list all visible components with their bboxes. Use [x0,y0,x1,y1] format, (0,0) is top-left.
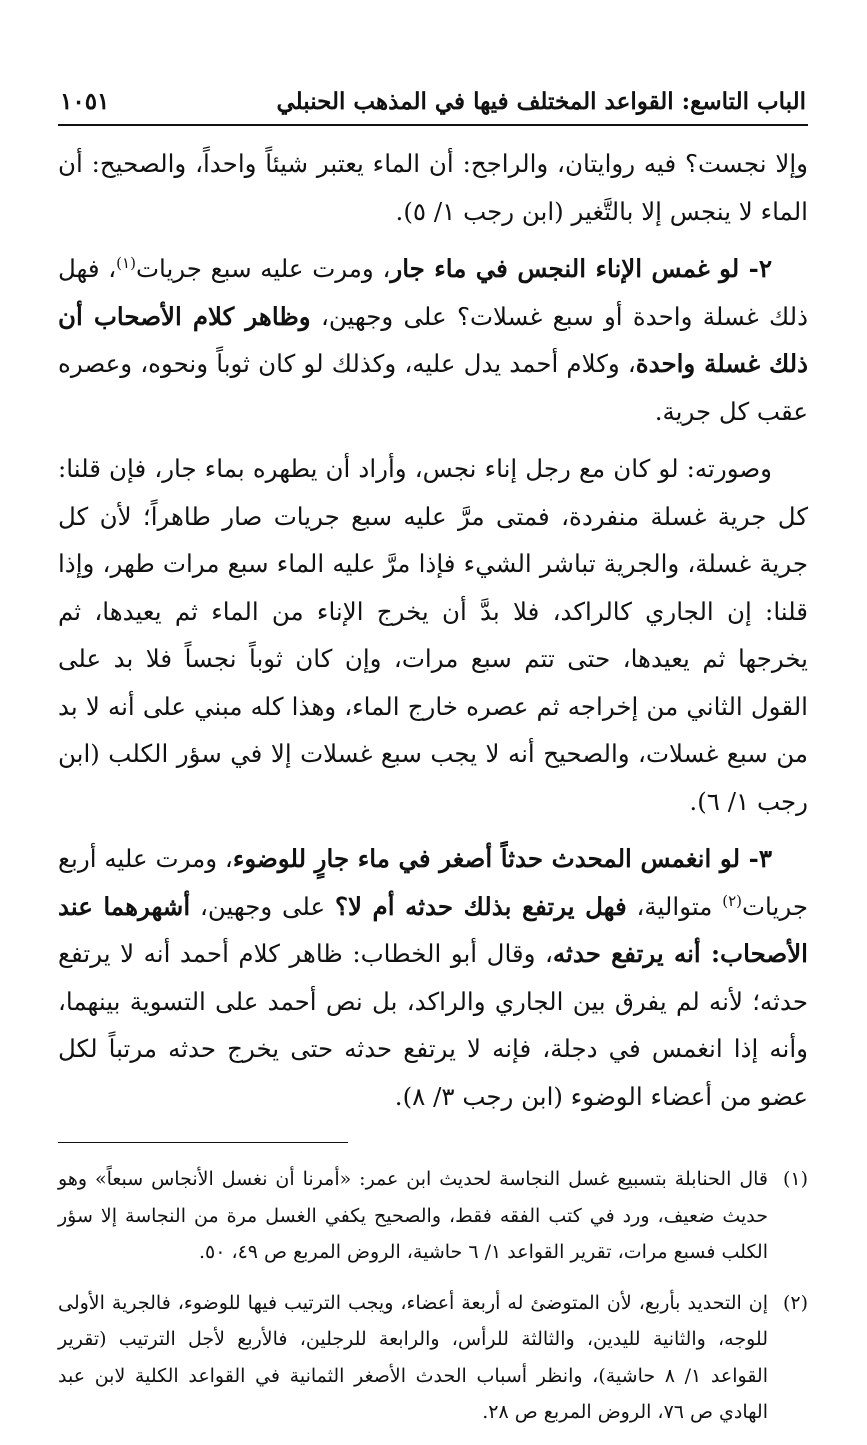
rule-3-text-4: ، وقال أبو الخطاب: ظاهر كلام أحمد أنه لا يرتفع حدثه؛ لأنه لم يفرق بين الجاري والراكد، بل نص أحمد على التسوية بينهما، وأنه إذا انغمس في دجلة، فإنه لا يرتفع حدثه حتى يخرج حدثه مرتباً لكل عضو من أعضاء الوضوء (ابن رجب ٣/ ٨). [58,939,808,1111]
footnote-2-mark: (٢) [782,1291,808,1314]
footnote-2 [58,1285,808,1431]
book-page [58,86,808,1445]
paragraph-rule-2 [58,245,808,435]
footnote-separator [58,1142,348,1143]
footnotes [58,1161,808,1431]
rule-3-preferred: أشهرهما عند الأصحاب: أنه يرتفع حدثه [58,891,808,969]
page-number: ١٠٥١ [60,88,110,115]
footnote-1-text: قال الحنابلة بتسبيع غسل النجاسة لحديث ابن عمر: «أمرنا أن نغسل الأنجاس سبعاً» وهو حديث ضعيف، ورد في كتب الفقه فقط، والصحيح يكفي الغسل مرة من النجاسة إلا سؤر الكلب فسبع مرات، تقرير القواعد ١/ ٦ حاشية، الروض المربع ص ٤٩، ٥٠. [58,1168,768,1264]
rule-2-preferred: وظاهر كلام الأصحاب أن ذلك غسلة واحدة [58,301,808,379]
paragraph-rule-3 [58,835,808,1120]
footnote-1 [58,1161,808,1271]
paragraph-1 [58,140,808,235]
running-title: الباب التاسع: القواعد المختلف فيها في المذهب الحنبلي [276,88,806,115]
running-header [58,86,808,126]
rule-number-3: ٣- [740,844,773,874]
rule-3-text-2: متوالية، [626,891,723,921]
footnote-2-text: إن التحديد بأربع، لأن المتوضئ له أربعة أعضاء، ويجب الترتيب فيها للوضوء، فالجرية الأولى للوجه، والثانية لليدين، والثالثة للرأس، والرابعة للرجلين، فالأربع لأجل الترتيب (تقرير القواعد ١/ ٨ حاشية)، وانظر أسباب الحدث الأصغر الثمانية في القواعد الكلية لابن عبد الهادي ص ٧٦، الروض المربع ص ٢٨. [58,1291,768,1424]
paragraph-illustration [58,445,808,825]
rule-3-question: فهل يرتفع بذلك حدثه أم لا؟ [334,891,627,921]
footnote-ref-1: (١) [116,254,136,273]
rule-3-text-3: على وجهين، [190,891,335,921]
rule-number-2: ٢- [739,254,773,284]
rule-3-text-1: ، ومرت عليه أربع جريات [58,844,808,921]
rule-3-heading: لو انغمس المحدث حدثاً أصغر في ماء جارٍ للوضوء [232,844,741,874]
rule-2-text-1: ، ومرت عليه سبع جريات [135,254,391,284]
rule-2-text-2: ، فهل ذلك غسلة واحدة أو سبع غسلات؟ على وجهين، [58,254,808,331]
footnote-ref-2: (٢) [722,891,742,910]
illustration-text: وصورته: لو كان مع رجل إناء نجس، وأراد أن يطهره بماء جار، فإن قلنا: كل جرية غسلة منفردة، فمتى مرَّ عليه سبع جريات صار طاهراً؛ لأن كل جرية غسلة، والجرية تباشر الشيء فإذا مرَّ عليه الماء سبع مرات طهر، وإذا قلنا: إن الجاري كالراكد، فلا بدَّ أن يخرج الإناء من الماء ثم يعيدها، ثم يخرجها ثم يعيدها، حتى تتم سبع مرات، وإن كان ثوباً نجساً فلا بد على القول الثاني من إخراجه ثم عصره خارج الماء، وهذا كله مبني على أنه لا بد من سبع غسلات، والصحيح أنه لا يجب سبع غسلات إلا في سؤر الكلب (ابن رجب ١/ ٦). [58,454,808,816]
rule-2-heading: لو غمس الإناء النجس في ماء جار [390,254,740,284]
paragraph-1-text: وإلا نجست؟ فيه روايتان، والراجح: أن الماء يعتبر شيئاً واحداً، والصحيح: أن الماء لا ينجس إلا بالتَّغير (ابن رجب ١/ ٥). [58,149,808,226]
footnote-1-mark: (١) [782,1168,808,1191]
main-text [58,140,808,1120]
rule-2-text-3: ، وكلام أحمد يدل عليه، وكذلك لو كان ثوباً ونحوه، وعصره عقب كل جرية. [58,349,808,426]
